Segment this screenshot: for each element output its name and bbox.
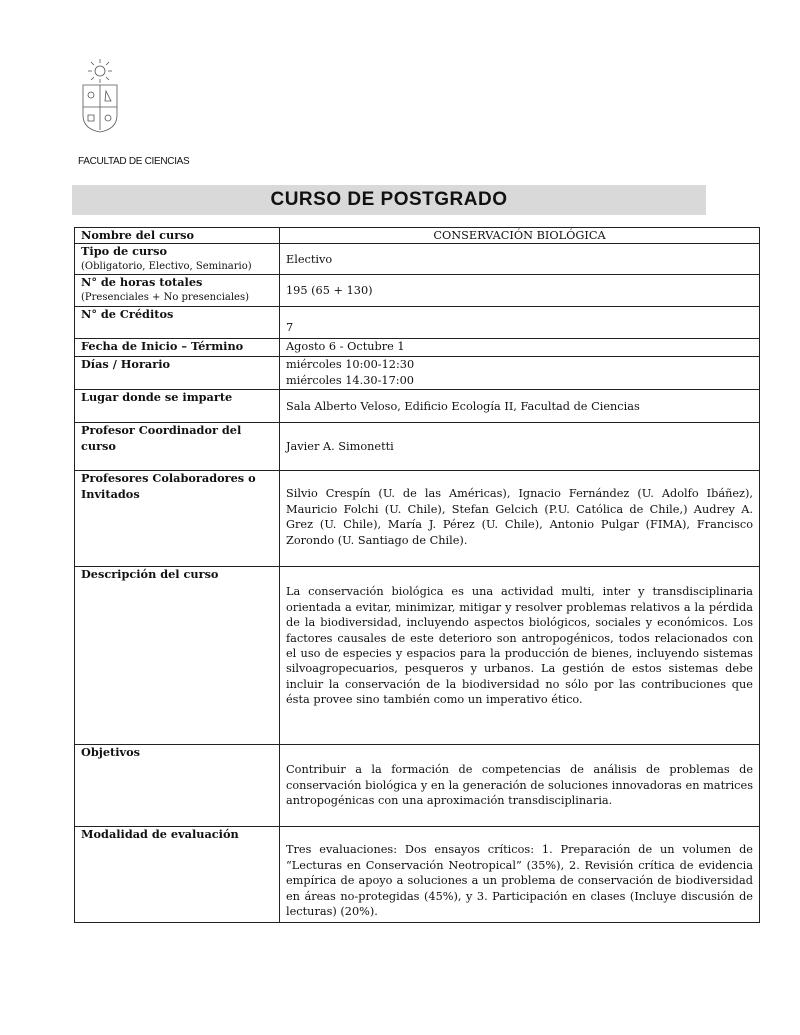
table-row [75,244,760,275]
hours-sublabel: (Presenciales + No presenciales) [81,291,250,303]
table-row [75,390,760,423]
page-title: CURSO DE POSTGRADO [72,185,706,215]
table-row [75,357,760,390]
table-row [75,228,760,244]
schedule-label: Días / Horario [75,357,280,390]
table-row [75,275,760,307]
course-objectives: Contribuir a la formación de competencias de análisis de problemas de conservación biológica y en la generación de soluciones innovadoras en matrices antropogénicas con una aproximación transdisciplinaria. [280,745,760,827]
course-place: Sala Alberto Veloso, Edificio Ecología II, Facultad de Ciencias [280,390,760,423]
course-collaborators: Silvio Crespín (U. de las Américas), Ignacio Fernández (U. Adolfo Ibáñez), Mauricio Folchi (U. Chile), Stefan Gelcich (P.U. Católica de Chile,) Audrey A. Grez (U. Chile), María J. Pérez (U. Chile), Antonio Pulgar (FIMA), Francisco Zorondo (U. Santiago de Chile). [280,471,760,567]
faculty-name: FACULTAD DE CIENCIAS [78,156,190,167]
type-sublabel: (Obligatorio, Electivo, Seminario) [81,260,252,272]
schedule-line: miércoles 14.30-17:00 [286,373,414,387]
dates-label: Fecha de Inicio – Término [75,339,280,357]
credits-label: N° de Créditos [75,307,280,339]
course-credits: 7 [280,307,760,339]
objectives-label: Objetivos [75,745,280,827]
schedule-line: miércoles 10:00-12:30 [286,358,415,372]
course-type: Electivo [280,244,760,275]
course-name: CONSERVACIÓN BIOLÓGICA [280,228,760,244]
hours-label-cell [75,275,280,307]
table-row [75,339,760,357]
table-row [75,827,760,923]
course-schedule [280,357,760,390]
hours-label: N° de horas totales [81,275,203,290]
university-seal-logo [79,57,121,133]
course-info-table [74,227,760,923]
table-row [75,567,760,745]
table-row [75,423,760,471]
table-row [75,471,760,567]
table-row [75,745,760,827]
type-label: Tipo de curso [81,244,168,259]
course-dates: Agosto 6 - Octubre 1 [280,339,760,357]
place-label: Lugar donde se imparte [75,390,280,423]
name-label: Nombre del curso [75,228,280,244]
evaluation-label: Modalidad de evaluación [75,827,280,923]
table-row [75,307,760,339]
coordinator-label: Profesor Coordinador del curso [75,423,280,471]
description-label: Descripción del curso [75,567,280,745]
course-evaluation: Tres evaluaciones: Dos ensayos críticos: 1. Preparación de un volumen de “Lecturas en Conservación Neotropical” (35%), 2. Revisión crítica de evidencia empírica de apoyo a soluciones a un problema de conservación de biodiversidad en áreas no-protegidas (45%), y 3. Participación en clases (Incluye discusión de lecturas) (20%). [280,827,760,923]
type-label-cell [75,244,280,275]
course-description: La conservación biológica es una actividad multi, inter y transdisciplinaria orientada a evitar, minimizar, mitigar y resolver problemas relativos a la pérdida de la biodiversidad, incluyendo aspectos biológicos, sociales y económicos. Los factores causales de este deterioro son antropogénicos, todos relacionados con el uso de especies y espacios para la producción de bienes, incluyendo sistemas silvoagropecuarios, pesqueros y urbanos. La gestión de estos sistemas debe incluir la conservación de la biodiversidad no sólo por las contribuciones que ésta provee sino también como un imperativo ético. [280,567,760,745]
course-coordinator: Javier A. Simonetti [280,423,760,471]
collaborators-label: Profesores Colaboradores o Invitados [75,471,280,567]
course-hours: 195 (65 + 130) [280,275,760,307]
